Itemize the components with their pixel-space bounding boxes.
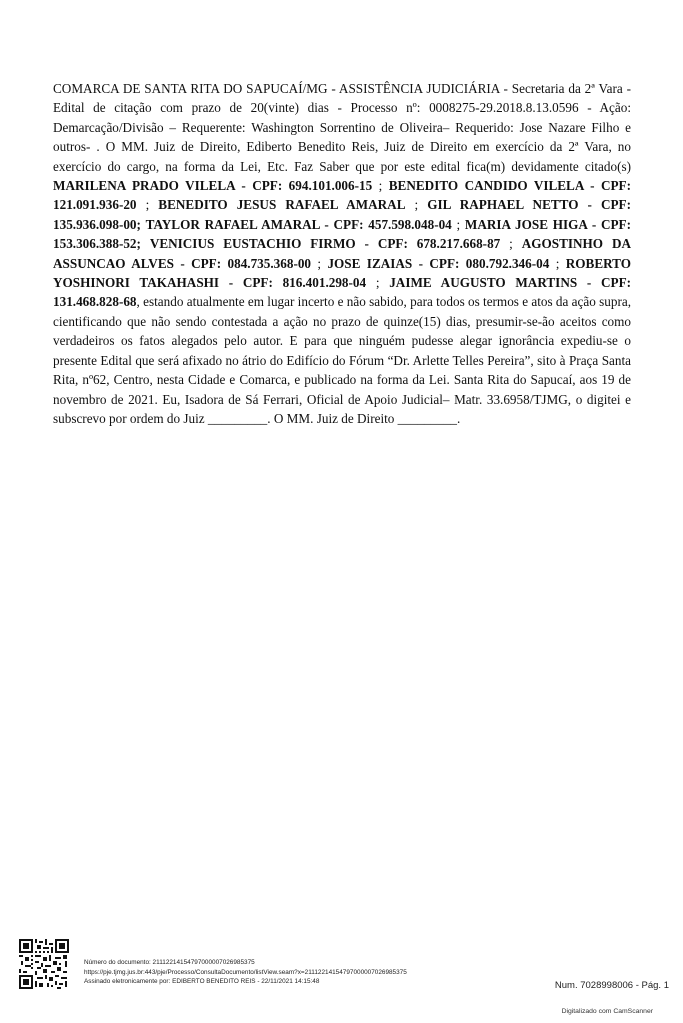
document-url[interactable]: https://pje.tjmg.jus.br:443/pje/Processo/ConsultaDocumento/listView.seam?x=21112214154797000007026985375 xyxy=(84,968,407,976)
cited-person: JOSE IZAIAS - CPF: 080.792.346-04 xyxy=(327,255,550,271)
separator: ; xyxy=(549,255,566,271)
separator: ; xyxy=(366,275,390,291)
cited-person: VENICIUS EUSTACHIO FIRMO - CPF: 678.217.668-87 xyxy=(149,236,501,252)
cited-person: MARILENA PRADO VILELA - CPF: 694.101.006-15 xyxy=(53,178,373,194)
separator: ; xyxy=(451,216,465,232)
document-footer xyxy=(84,958,407,987)
separator: ; xyxy=(405,197,428,213)
cited-person: GIL RAPHAEL NETTO - CPF: 135.936.098-00; xyxy=(53,197,631,232)
document-number: Número do documento: 21112214154797000007026985375 xyxy=(84,959,255,966)
separator: ; xyxy=(136,197,159,213)
separator: ; xyxy=(372,178,389,194)
edital-intro: COMARCA DE SANTA RITA DO SAPUCAÍ/MG - ASSISTÊNCIA JUDICIÁRIA - Secretaria da 2ª Vara - Edital de citação com prazo de 20(vinte) dias - Processo nº: 0008275-29.2018.8.13.0596 - Ação: Demarcação/Divisão – Requerente: Washington Sorrentino de Oliveira– Requerido: Jose Nazare Filho e outros- . O MM. Juiz de Direito, Ediberto Benedito Reis, Juiz de Direito em exercício da 2ª Vara, no exercício do cargo, na forma da Lei, Etc. Faz Saber que por este edital fica(m) devidamente citado(s) xyxy=(53,81,631,174)
electronic-signature: Assinado eletronicamente por: EDIBERTO BENEDITO REIS - 22/11/2021 14:15:48 xyxy=(84,978,320,986)
edital-text xyxy=(53,79,631,428)
scanner-watermark: Digitalizado com CamScanner xyxy=(561,1008,653,1015)
separator: ; xyxy=(500,236,522,252)
edital-body: , estando atualmente em lugar incerto e não sabido, para todos os termos e atos da ação supra, cientificando que não sendo contestada a ação no prazo de quinze(15) dias, presumir-se-ão aceitos como verdadeiros os fatos alegados pelo autor. E para que ninguém pudesse alegar ignorância expediu-se o presente Edital que será afixado no átrio do Edifício do Fórum “Dr. Arlette Telles Pereira”, sito à Praça Santa Rita, nº62, Centro, nesta Cidade e Comarca, e publicado na forma da Lei. Santa Rita do Sapucaí, aos 19 de novembro de 2021. Eu, Isadora de Sá Ferrari, Oficial de Apoio Judicial– Matr. 33.6958/TJMG, o digitei e subscrevo por ordem do Juiz _________. O MM. Juiz de Direito _________. xyxy=(53,294,631,426)
separator: ; xyxy=(311,255,328,271)
cited-person: ROBERTO YOSHINORI TAKAHASHI - CPF: 816.401.298-04 xyxy=(53,255,631,291)
cited-person: JAIME AUGUSTO MARTINS - CPF: 131.468.828-68 xyxy=(53,275,632,310)
cited-person: AGOSTINHO DA ASSUNCAO ALVES - CPF: 084.735.368-00 xyxy=(53,236,631,271)
page-number: Num. 7028998006 - Pág. 1 xyxy=(554,980,669,991)
cited-person: BENEDITO CANDIDO VILELA - CPF: 121.091.936-20 xyxy=(53,178,631,213)
cited-person: MARIA JOSE HIGA - CPF: 153.306.388-52; xyxy=(53,216,631,252)
qr-code-icon xyxy=(19,939,69,989)
cited-person: BENEDITO JESUS RAFAEL AMARAL xyxy=(158,197,406,213)
cited-person: TAYLOR RAFAEL AMARAL - CPF: 457.598.048-04 xyxy=(145,216,452,232)
